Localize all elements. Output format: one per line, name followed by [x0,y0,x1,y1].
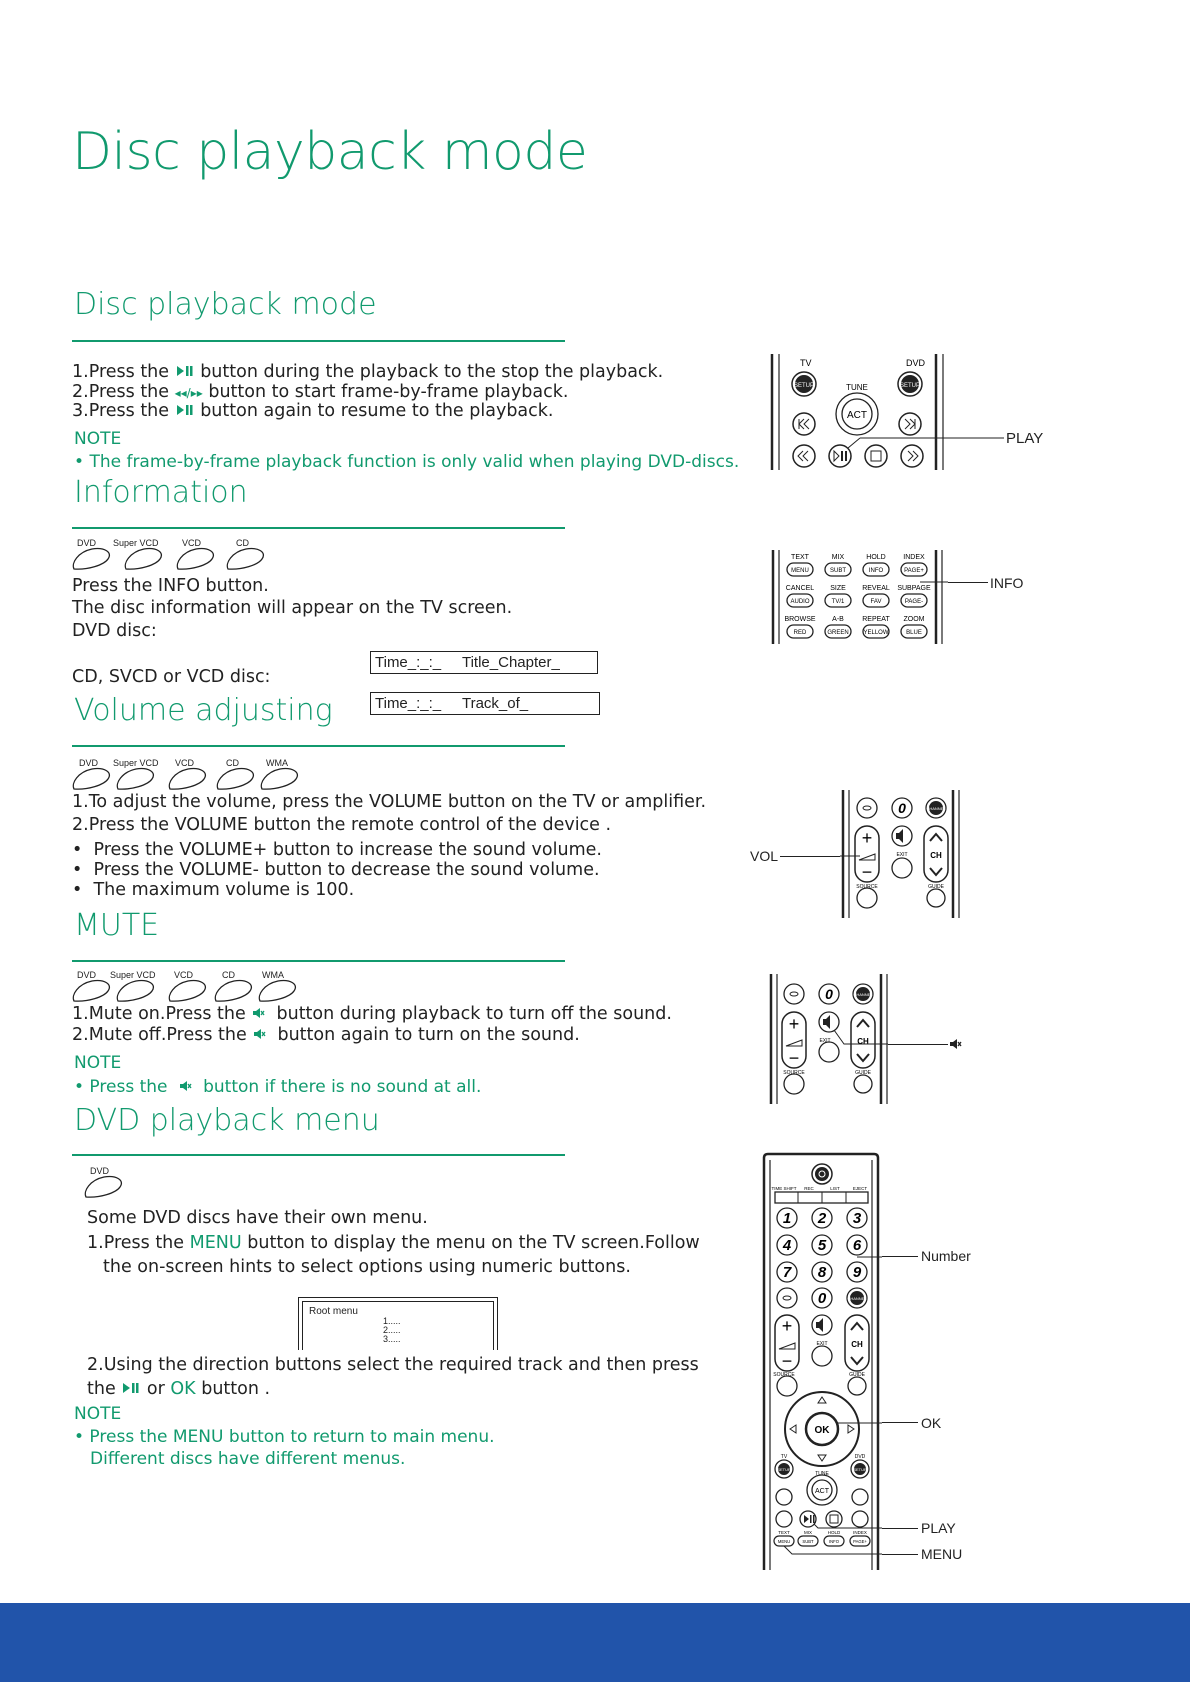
svg-text:A-B: A-B [832,616,844,623]
callout-vol: VOL [750,848,779,864]
svg-text:OK: OK [814,1425,830,1436]
svg-text:AUDIO: AUDIO [790,599,810,605]
dvd-menu-line: the on-screen hints to select options using numeric buttons. [103,1257,631,1277]
svg-text:TV/1: TV/1 [831,599,845,605]
svg-text:GUIDE: GUIDE [849,1372,865,1378]
page-title: Disc playback mode [72,122,588,182]
svg-text:SUBT: SUBT [829,568,847,574]
menu-item: 2..... [383,1325,401,1335]
footer-bar [0,1603,1190,1682]
menu-item: 3..... [383,1334,401,1344]
svg-text:REVEAL: REVEAL [862,585,890,592]
svg-text:TUNE: TUNE [846,383,868,392]
remote-illustration-play [768,352,1018,472]
disc-label: DVD [77,970,97,980]
svg-text:−: − [861,862,873,882]
menu-item: 1..... [383,1316,401,1326]
svg-text:GREEN: GREEN [827,630,849,636]
dvd-info-display: Time_:_:_ Title_Chapter_ [370,651,598,674]
disc-label: DVD [79,758,99,768]
disc-label: Super VCD [113,538,159,548]
callout-line [882,1422,918,1423]
svg-text:SETUP: SETUP [853,1467,867,1472]
svg-text:GUIDE: GUIDE [928,884,944,890]
ok-key-label: OK [170,1379,196,1399]
svg-text:4: 4 [782,1237,792,1254]
callout-line [882,1256,918,1257]
disc-label: WMA [266,758,288,768]
callout-line [882,1554,918,1555]
disc-compatibility-icons [70,538,270,572]
svg-text:REC: REC [804,1186,814,1191]
section-divider [72,1154,565,1156]
root-menu-screen [298,1297,498,1350]
mute-line: 1.Mute on.Press the button during playback to turn off the sound. [72,1004,672,1024]
svg-text:CH: CH [851,1340,863,1349]
instruction-line: 3.Press the button again to resume to the playback. [72,401,554,421]
svg-text:RED: RED [793,630,807,636]
svg-text:TUNE: TUNE [815,1471,829,1477]
remote-illustration-info [770,548,950,646]
callout-number: Number [921,1248,971,1264]
mute-callout-icon [948,1037,962,1051]
svg-text:SOURCE: SOURCE [783,1070,805,1076]
svg-text:+: + [781,1316,793,1336]
remote-illustration-volume [840,788,960,920]
menu-title: Root menu [309,1306,358,1317]
callout-menu: MENU [921,1546,963,1562]
callout-ok: OK [921,1415,942,1431]
mute-line: 2.Mute off.Press the button again to turn on the sound. [72,1025,580,1045]
svg-text:DVD: DVD [906,358,926,368]
mute-icon [252,1027,266,1041]
instruction-line: 2.Press the ◂◂/▸▸ button to start frame-by-frame playback. [72,382,569,402]
section-divider [72,340,565,342]
volume-bullet: • Press the VOLUME- button to decrease the sound volume. [72,860,600,880]
section-heading-mute: MUTE [74,908,160,943]
note-label: NOTE [74,429,122,449]
svg-text:CHANNEL: CHANNEL [926,806,946,811]
svg-text:TEXT: TEXT [778,1530,790,1535]
instruction-line: 1.Press the button during the playback to the stop the playback. [72,362,664,382]
info-line: Press the INFO button. [72,576,269,596]
svg-text:SETUP: SETUP [793,383,815,389]
svg-text:EXIT: EXIT [819,1038,831,1044]
svg-text:EXIT: EXIT [816,1341,828,1347]
section-divider [72,527,565,529]
callout-line [882,1528,918,1529]
svg-text:FAV: FAV [870,599,882,605]
disc-compatibility-icons [82,1166,142,1200]
callout-play: PLAY [921,1520,956,1536]
svg-text:+: + [861,828,873,848]
svg-text:SETUP: SETUP [899,383,921,389]
callout-play: PLAY [1006,430,1044,447]
disc-label: VCD [175,758,195,768]
svg-text:−: − [788,1048,800,1068]
svg-text:INDEX: INDEX [853,1530,867,1535]
section-heading-information: Information [74,475,248,510]
section-divider [72,745,565,747]
section-heading-dvd-menu: DVD playback menu [74,1103,380,1138]
svg-text:0: 0 [898,800,906,816]
mute-icon [178,1079,192,1093]
svg-text:INFO: INFO [828,1539,840,1544]
callout-info: INFO [990,575,1024,591]
svg-text:YELLOW: YELLOW [863,630,889,636]
svg-text:7: 7 [782,1264,792,1281]
play-pause-icon [175,403,195,417]
svg-text:2: 2 [817,1210,827,1227]
callout-line [948,582,988,583]
svg-text:3: 3 [852,1210,862,1227]
svg-text:PAGE+: PAGE+ [853,1539,867,1544]
note-label: NOTE [74,1053,122,1073]
disc-label: WMA [262,970,284,980]
note-text: Different discs have different menus. [90,1449,406,1469]
svg-text:CHANNEL: CHANNEL [853,992,873,997]
svg-text:TV: TV [800,358,812,368]
svg-text:GUIDE: GUIDE [855,1070,871,1076]
note-label: NOTE [74,1404,122,1424]
disc-label: Super VCD [110,970,156,980]
svg-text:BLUE: BLUE [906,630,922,636]
svg-text:ACT: ACT [815,1488,829,1495]
svg-text:0: 0 [817,1290,827,1307]
svg-text:EXIT: EXIT [896,852,908,858]
cd-info-display: Time_:_:_ Track_of_ [370,692,600,715]
dvd-menu-line: Some DVD discs have their own menu. [87,1208,428,1228]
info-line: DVD disc: [72,621,157,641]
volume-bullet: • The maximum volume is 100. [72,880,355,900]
svg-text:5: 5 [817,1237,827,1254]
svg-text:REPEAT: REPEAT [862,616,890,623]
volume-line: 2.Press the VOLUME button the remote control of the device . [72,815,612,835]
svg-text:SOURCE: SOURCE [773,1372,795,1378]
callout-line [888,1044,948,1045]
svg-text:MIX: MIX [803,1530,813,1535]
mute-icon [251,1006,265,1020]
svg-text:SOURCE: SOURCE [856,884,878,890]
svg-text:LIST: LIST [830,1186,840,1191]
svg-text:ZOOM: ZOOM [903,616,925,623]
disc-label: VCD [182,538,202,548]
disc-label: VCD [174,970,194,980]
svg-text:MENU: MENU [791,568,809,574]
disc-label: DVD [77,538,97,548]
svg-text:HOLD: HOLD [866,554,886,561]
svg-text:SETUP: SETUP [777,1467,791,1472]
svg-text:0: 0 [825,986,833,1002]
svg-text:MIX: MIX [831,554,845,561]
svg-text:−: − [781,1351,793,1371]
dvd-menu-line: 2.Using the direction buttons select the required track and then press [87,1355,699,1375]
svg-text:CH: CH [857,1037,869,1046]
svg-text:CANCEL: CANCEL [785,585,815,592]
svg-text:BROWSE: BROWSE [784,616,816,623]
rewind-forward-icon: ◂◂/▸▸ [174,386,203,400]
remote-illustration-full [762,1152,882,1572]
section-heading-disc-playback: Disc playback mode [74,287,377,322]
svg-text:ACT: ACT [847,410,867,421]
dvd-menu-line: 1.Press the MENU button to display the menu on the TV screen.Follow [87,1233,700,1253]
info-line: CD, SVCD or VCD disc: [72,667,271,687]
svg-text:MENU: MENU [777,1539,791,1544]
svg-text:TV: TV [780,1454,788,1460]
svg-text:INDEX: INDEX [903,554,925,561]
disc-compatibility-icons [70,970,310,1004]
svg-text:6: 6 [852,1237,862,1254]
svg-text:PAGE+: PAGE+ [904,568,924,574]
svg-text:SUBT: SUBT [802,1539,814,1544]
svg-text:SUBPAGE: SUBPAGE [897,585,931,592]
play-pause-icon [175,364,195,378]
disc-compatibility-icons [70,758,310,792]
volume-line: 1.To adjust the volume, press the VOLUME button on the TV or amplifier. [72,792,707,812]
menu-key-label: MENU [189,1233,242,1253]
dvd-menu-line: the or OK button . [87,1379,271,1399]
svg-text:CH: CH [930,851,942,860]
svg-text:CHANNEL: CHANNEL [847,1296,867,1301]
svg-text:1: 1 [782,1210,792,1227]
section-heading-volume: Volume adjusting [74,693,333,728]
info-line: The disc information will appear on the TV screen. [72,598,513,618]
note-text: • The frame-by-frame playback function is only valid when playing DVD-discs. [74,452,740,472]
svg-text:DVD: DVD [854,1454,866,1460]
svg-text:SIZE: SIZE [830,585,846,592]
disc-label: CD [222,970,235,980]
svg-text:EJECT: EJECT [852,1186,868,1191]
svg-text:TIME SHIFT: TIME SHIFT [771,1186,797,1191]
svg-text:9: 9 [852,1264,862,1281]
disc-label: CD [236,538,249,548]
svg-text:+: + [788,1014,800,1034]
section-divider [72,960,565,962]
remote-illustration-mute [768,972,888,1106]
svg-text:PAGE-: PAGE- [904,599,924,605]
svg-text:8: 8 [817,1264,827,1281]
note-text: • Press the button if there is no sound at all. [74,1077,482,1097]
svg-text:INFO: INFO [868,568,884,574]
disc-label: CD [226,758,239,768]
disc-label: Super VCD [113,758,159,768]
note-text: • Press the MENU button to return to main menu. [74,1427,495,1447]
menu-items [383,1317,401,1344]
play-pause-icon [121,1381,141,1395]
volume-bullet: • Press the VOLUME+ button to increase the sound volume. [72,840,602,860]
svg-text:TEXT: TEXT [791,554,809,561]
svg-text:HOLD: HOLD [827,1530,841,1535]
disc-label: DVD [90,1166,110,1176]
callout-line [780,856,840,857]
